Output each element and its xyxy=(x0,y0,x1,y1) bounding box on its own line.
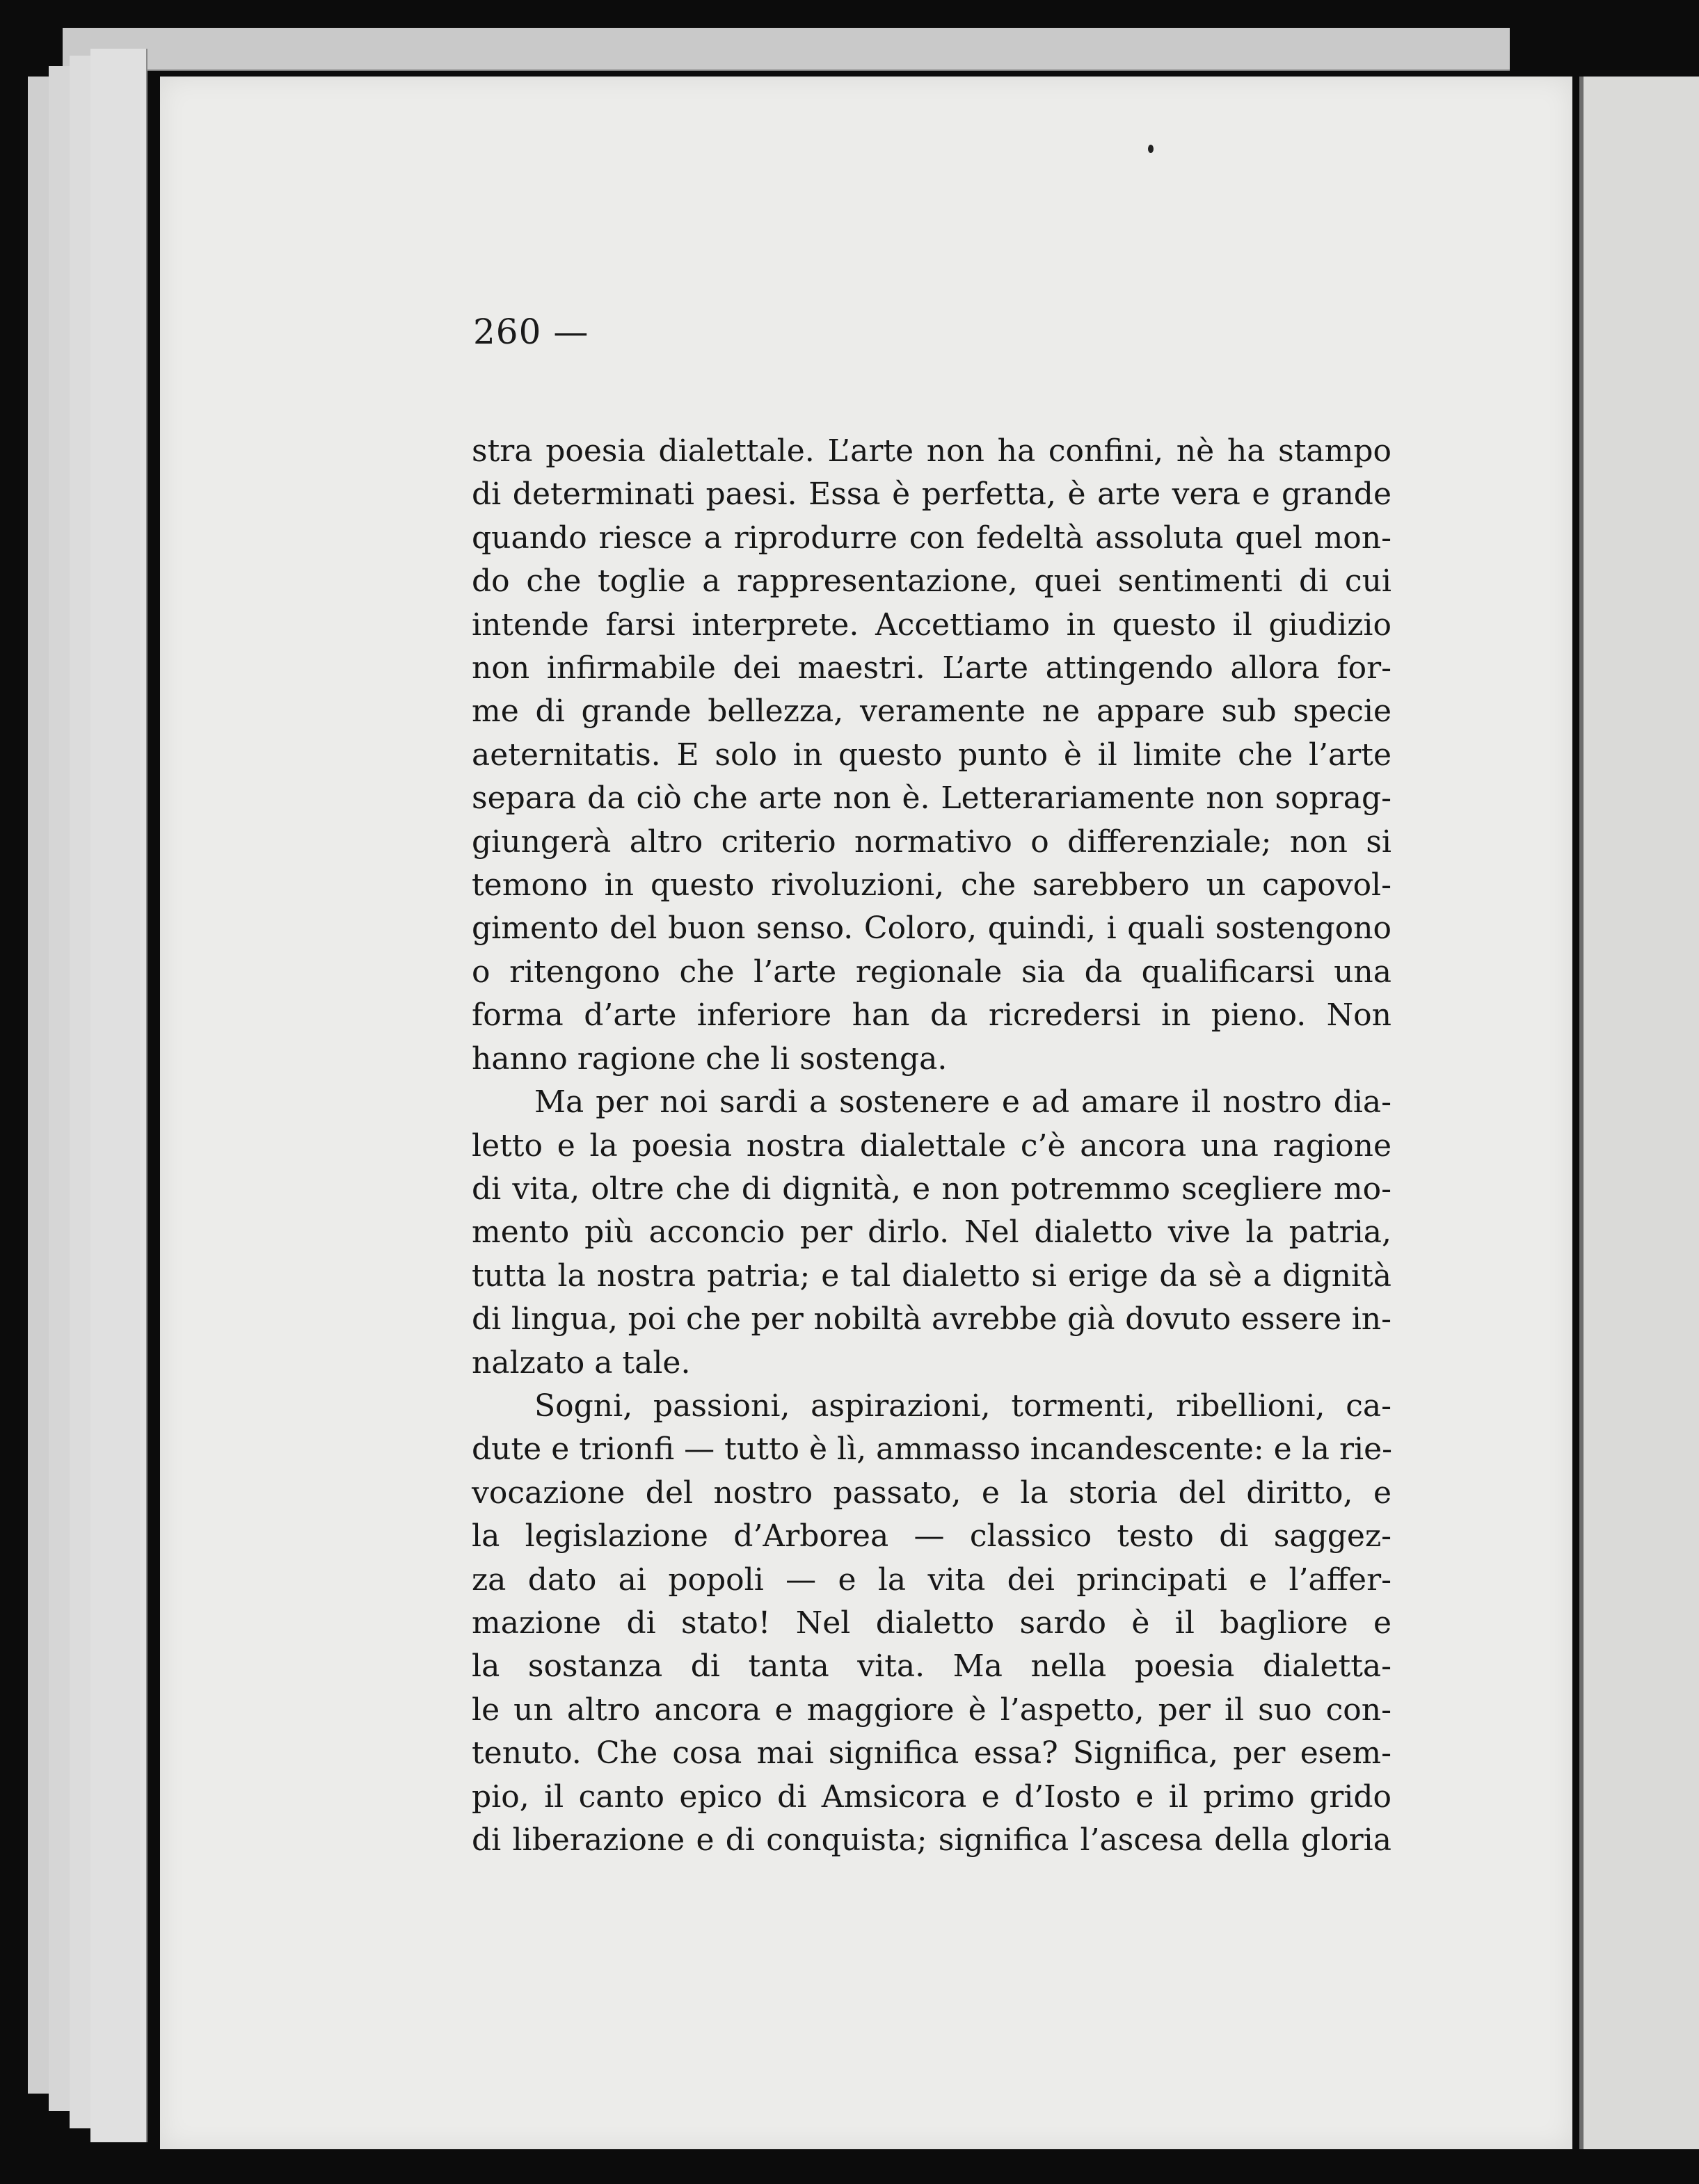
text-line: tutta la nostra patria; e tal dialetto si erige da sè a dignità xyxy=(472,1258,1391,1294)
page-number: 260 — xyxy=(473,312,589,352)
text-line: non infirmabile dei maestri. L’arte attingendo allora for- xyxy=(472,650,1391,686)
text-line: do che toglie a rappresentazione, quei sentimenti di cui xyxy=(472,563,1391,600)
text-line: stra poesia dialettale. L’arte non ha confini, nè ha stampo xyxy=(472,433,1391,469)
text-line: o ritengono che l’arte regionale sia da qualificarsi una xyxy=(472,954,1391,990)
text-line: gimento del buon senso. Coloro, quindi, i quali sostengono xyxy=(472,910,1391,947)
text-line: pio, il canto epico di Amsicora e d’Iosto e il primo grido xyxy=(472,1778,1391,1815)
text-line: temono in questo rivoluzioni, che sarebbero un capovol- xyxy=(472,867,1391,904)
text-line: nalzato a tale. xyxy=(472,1344,691,1381)
paragraph-3 xyxy=(472,1385,1391,1862)
page-edge xyxy=(90,49,147,2142)
text-line: aeternitatis. E solo in questo punto è il limite che l’arte xyxy=(472,737,1391,773)
text-line: za dato ai popoli — e la vita dei principati e l’affer- xyxy=(472,1561,1391,1598)
text-line: Sogni, passioni, aspirazioni, tormenti, ribellioni, ca- xyxy=(534,1388,1391,1424)
text-line: di vita, oltre che di dignità, e non potremmo scegliere mo- xyxy=(472,1171,1391,1207)
text-line: la legislazione d’Arborea — classico testo di saggez- xyxy=(472,1518,1391,1555)
text-line: di determinati paesi. Essa è perfetta, è arte vera e grande xyxy=(472,476,1391,513)
facing-page-edge xyxy=(1579,77,1699,2149)
text-line: intende farsi interprete. Accettiamo in questo il giudizio xyxy=(472,607,1391,643)
text-line: di lingua, poi che per nobiltà avrebbe già dovuto essere in- xyxy=(472,1301,1391,1338)
body-text xyxy=(472,430,1391,1862)
text-line: quando riesce a riprodurre con fedeltà assoluta quel mon- xyxy=(472,520,1391,556)
text-line: letto e la poesia nostra dialettale c’è ancora una ragione xyxy=(472,1127,1391,1164)
text-line: giungerà altro criterio normativo o differenziale; non si xyxy=(472,824,1391,860)
text-line: mazione di stato! Nel dialetto sardo è il bagliore e xyxy=(472,1605,1391,1641)
text-line: hanno ragione che li sostenga. xyxy=(472,1041,948,1077)
text-line: tenuto. Che cosa mai significa essa? Significa, per esem- xyxy=(472,1735,1391,1772)
text-line: forma d’arte inferiore han da ricredersi in pieno. Non xyxy=(472,997,1391,1034)
text-line: me di grande bellezza, veramente ne appare sub specie xyxy=(472,693,1391,730)
text-line: vocazione del nostro passato, e la storia del diritto, e xyxy=(472,1475,1391,1511)
text-line: dute e trionfi — tutto è lì, ammasso incandescente: e la rie- xyxy=(472,1431,1393,1468)
text-line: di liberazione e di conquista; significa l’ascesa della gloria xyxy=(472,1822,1391,1858)
text-line: le un altro ancora e maggiore è l’aspetto, per il suo con- xyxy=(472,1692,1391,1728)
book-top-edge xyxy=(63,28,1510,71)
ink-speck xyxy=(1148,145,1154,153)
text-line: separa da ciò che arte non è. Letterariamente non soprag- xyxy=(472,780,1391,817)
text-line: la sostanza di tanta vita. Ma nella poesia dialetta- xyxy=(472,1648,1391,1685)
paragraph-1 xyxy=(472,430,1391,1081)
text-line: mento più acconcio per dirlo. Nel dialetto vive la patria, xyxy=(472,1214,1391,1251)
text-line: Ma per noi sardi a sostenere e ad amare il nostro dia- xyxy=(534,1084,1391,1121)
paragraph-2 xyxy=(472,1081,1391,1385)
